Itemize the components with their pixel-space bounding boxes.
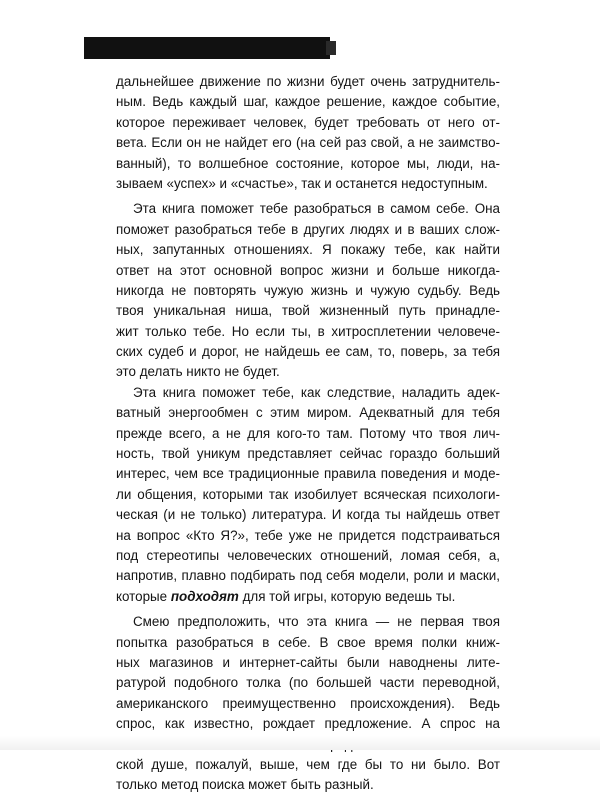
text-line: спрос, как известно, рождает предложение. А спрос на	[116, 716, 500, 732]
text-line: жит только тебе. Но если ты, в хитросплетении человече-	[116, 323, 500, 339]
text-line: ской душе, пожалуй, выше, чем где бы то ни было. Вот	[116, 756, 500, 772]
text-line: ратурой подобного толка (по большей части переводной,	[116, 675, 500, 691]
text-line: дальнейшее движение по жизни будет очень затруднитель-	[116, 74, 500, 89]
page-bottom-shade	[0, 736, 600, 750]
text-line: напротив, плавно подбирать под себя модели, роли и маски,	[116, 568, 500, 584]
text-line: ным. Ведь каждый шаг, каждое решение, каждое событие,	[116, 94, 500, 110]
text-line: никогда не повторять чужую жизнь и чужую судьбу. Ведь	[116, 282, 500, 298]
text-line: прежде всего, а не для кого-то там. Потому что твоя лич-	[116, 425, 500, 441]
text-line: ных магазинов и интернет-сайты были наводнены лите-	[116, 654, 500, 670]
emphasized-word: подходят	[170, 588, 239, 604]
text-line: только метод поиска может быть разный.	[116, 777, 374, 793]
text-line: ванный), то волшебное состояние, которое мы, люди, на-	[116, 155, 500, 171]
text-line: под стереотипы человеческих отношений, ломая себя, а,	[116, 547, 500, 563]
text-line: ных, запутанных отношениях. Я покажу тебе, как найти	[116, 242, 500, 258]
text-line: ли общения, которыми так изобилует всяческая психологи-	[116, 486, 500, 502]
text-line: ских судеб и дорог, не найдешь ее сам, то, поверь, за тебя	[116, 344, 500, 360]
text-line: вета. Если он не найдет его (на сей раз свой, а не заимство-	[116, 135, 500, 151]
paragraph-4	[116, 612, 500, 796]
text-line: ватный энергообмен с этим миром. Адекватный для тебя	[116, 405, 500, 421]
page-body-text	[116, 72, 500, 796]
text-line: Эта книга поможет тебе, как следствие, наладить адек-	[133, 384, 500, 400]
text-line: Эта книга поможет тебе разобраться в самом себе. Она	[133, 201, 500, 217]
text-fragment: которые	[116, 588, 171, 604]
text-line: поможет разобраться тебе в других людях и в ваших слож-	[116, 221, 500, 237]
text-line-with-emphasis	[116, 587, 500, 607]
header-redaction-bar	[84, 37, 330, 59]
paragraph-2	[116, 199, 500, 383]
text-line: ответ на этот основной вопрос жизни и больше никогда-	[116, 262, 500, 278]
text-line: ческая (и не только) литература. И когда ты найдешь ответ	[116, 507, 500, 523]
text-line: Смею предположить, что эта книга — не первая твоя	[133, 614, 500, 630]
text-line: это делать никто не будет.	[116, 364, 280, 380]
text-fragment: для той игры, которую ведешь ты.	[238, 588, 456, 604]
text-line: на вопрос «Кто Я?», тебе уже не придется подстраиваться	[116, 527, 500, 543]
text-line: ность, твой уникум представляет сейчас гораздо больший	[116, 446, 500, 462]
text-line: американского преимущественно происхождения). Ведь	[116, 695, 500, 711]
text-line: зываем «успех» и «счастье», так и останется недоступным.	[116, 175, 488, 191]
paragraph-1	[116, 72, 500, 194]
paragraph-3	[116, 383, 500, 607]
text-line: попытка разобраться в себе. В свое время полки книж-	[116, 634, 500, 650]
text-line: твоя уникальная ниша, твой жизненный путь принадле-	[116, 303, 500, 319]
text-line: интерес, чем все традиционные правила поведения и моде-	[116, 466, 500, 482]
text-line: которое переживает человек, будет требовать от него от-	[116, 114, 500, 130]
